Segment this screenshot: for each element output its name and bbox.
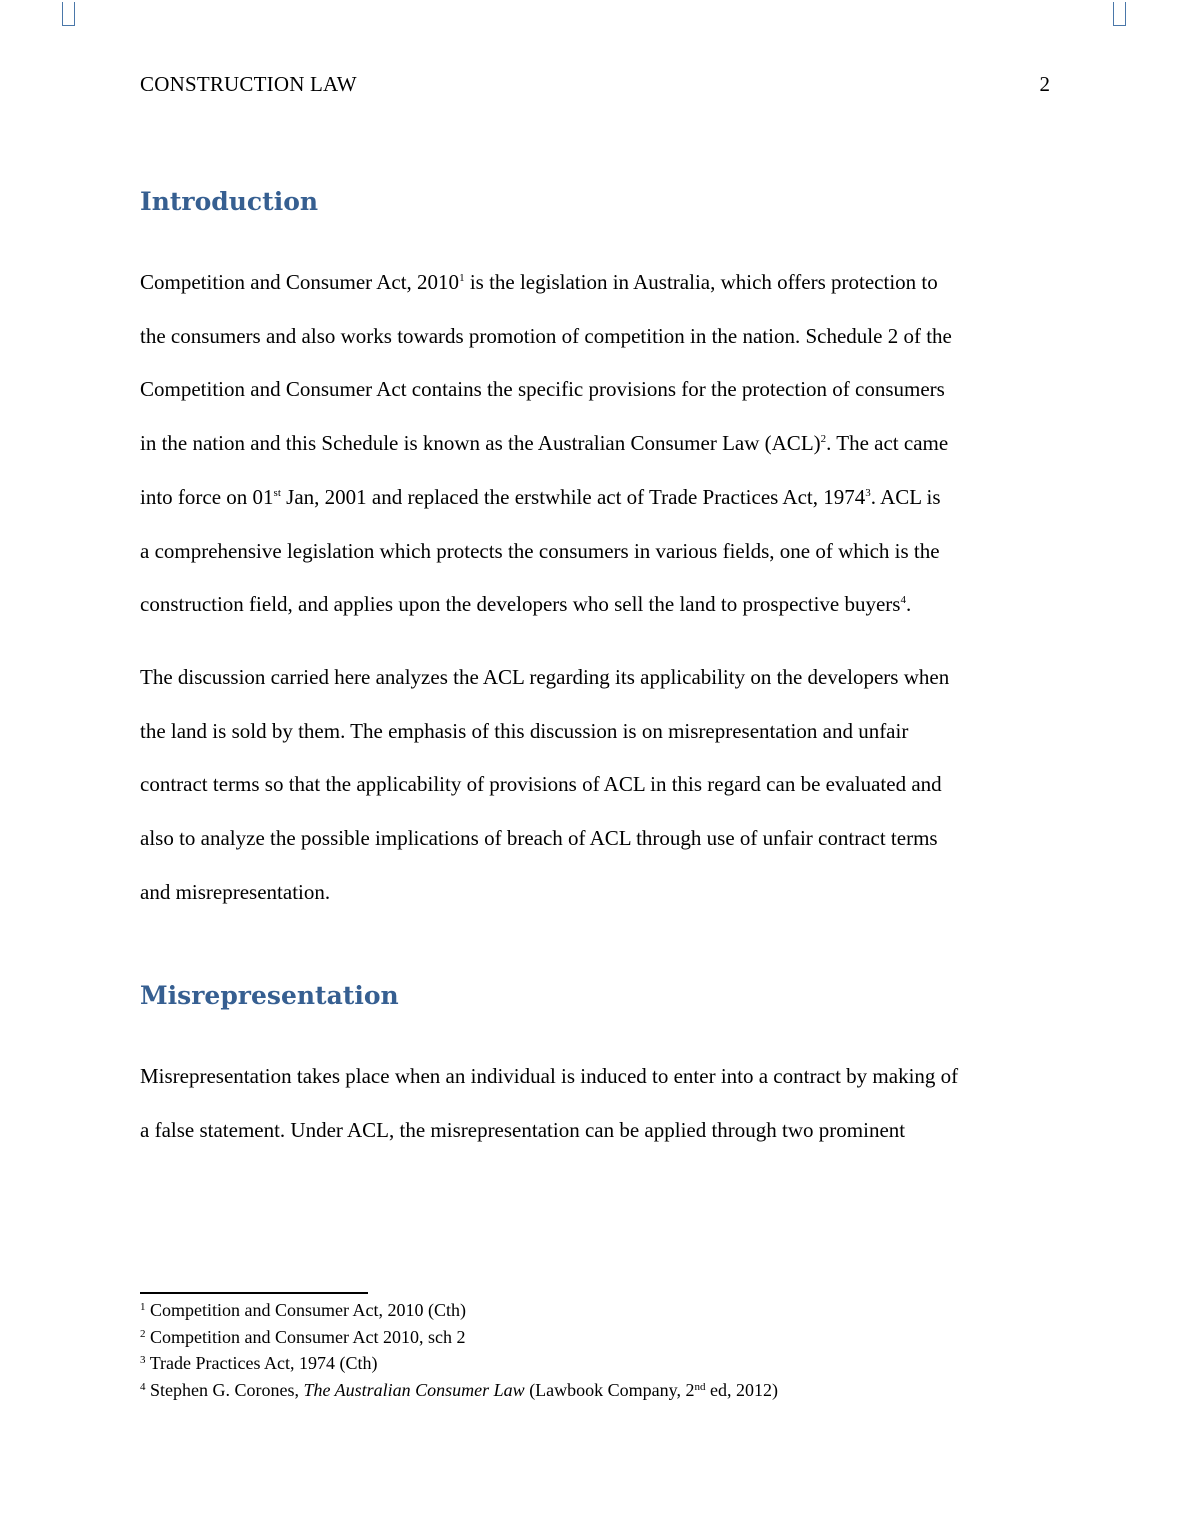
text-segment: into force on 01 [140,484,274,509]
paragraph-introduction-2 [140,651,1052,920]
text-line [140,417,1052,471]
footnote-1 [140,1297,1040,1324]
text-segment: Jan, 2001 and replaced the erstwhile act of Trade Practices Act, 1974 [280,484,866,509]
heading-misrepresentation: Misrepresentation [140,981,399,1010]
text-line: Misrepresentation takes place when an individual is induced to enter into a contract by making of [140,1064,959,1088]
heading-introduction: Introduction [140,187,319,216]
footnote-4 [140,1377,1040,1404]
footnote-reference[interactable]: 2 [820,433,827,446]
footnote-publisher: (Lawbook Company, 2 [524,1379,695,1400]
footnote-number: 1 [140,1301,146,1313]
text-segment: is the legislation in Australia, which offers protection to [464,270,938,294]
text-segment: construction field, and applies upon the developers who sell the land to prospective buyers [140,592,901,617]
text-line: The discussion carried here analyzes the ACL regarding its applicability on the developers when [140,665,950,689]
text-line [140,256,1052,310]
text-line [140,578,1052,632]
text-line: Competition and Consumer Act contains the specific provisions for the protection of consumers [140,377,945,402]
text-segment: . [905,592,912,617]
text-segment: . ACL is [870,484,941,509]
page-number: 2 [1039,72,1050,96]
text-line: the land is sold by them. The emphasis of this discussion is on misrepresentation and unfair [140,718,909,743]
footnote-reference[interactable]: 4 [900,594,906,607]
text-line: the consumers and also works towards promotion of competition in the nation. Schedule 2 of the [140,323,952,348]
footnote-number: 4 [140,1380,146,1393]
footnote-separator [140,1292,368,1294]
crop-mark-left [62,2,75,26]
text-segment: in the nation and this Schedule is known as the Australian Consumer Law (ACL) [140,431,821,456]
text-line: a comprehensive legislation which protects the consumers in various fields, one of which is the [140,538,940,563]
text-segment: . The act came [826,431,949,456]
text-segment: Competition and Consumer Act, 2010 [140,270,460,294]
text-line: a false statement. Under ACL, the misrepresentation can be applied through two prominent [140,1117,906,1142]
footnote-2 [140,1324,1040,1351]
crop-mark-right [1113,2,1126,26]
footnote-number: 3 [140,1354,146,1366]
footnote-author: Stephen G. Corones, [150,1379,304,1400]
text-line: contract terms so that the applicability of provisions of ACL in this regard can be evaluated and [140,772,942,797]
running-head: CONSTRUCTION LAW [140,72,357,96]
footnote-text: Competition and Consumer Act, 2010 (Cth) [150,1300,466,1320]
footnote-text: Competition and Consumer Act 2010, sch 2 [150,1326,466,1347]
footnotes [140,1297,1040,1403]
footnote-edition: ed, 2012) [705,1379,778,1400]
text-line: and misrepresentation. [140,879,331,904]
ordinal-suffix: nd [694,1380,706,1393]
footnote-text: Trade Practices Act, 1974 (Cth) [149,1353,378,1373]
paragraph-introduction-1 [140,256,1052,632]
text-line [140,471,1052,525]
ordinal-suffix: st [273,486,281,499]
footnote-number: 2 [140,1327,146,1340]
footnote-book-title: The Australian Consumer Law [303,1379,525,1400]
footnote-reference[interactable]: 1 [459,272,465,284]
footnote-3 [140,1350,1040,1377]
footnote-reference[interactable]: 3 [865,486,871,499]
paragraph-misrepresentation-1 [140,1050,1052,1157]
text-line: also to analyze the possible implications of breach of ACL through use of unfair contract terms [140,826,938,851]
